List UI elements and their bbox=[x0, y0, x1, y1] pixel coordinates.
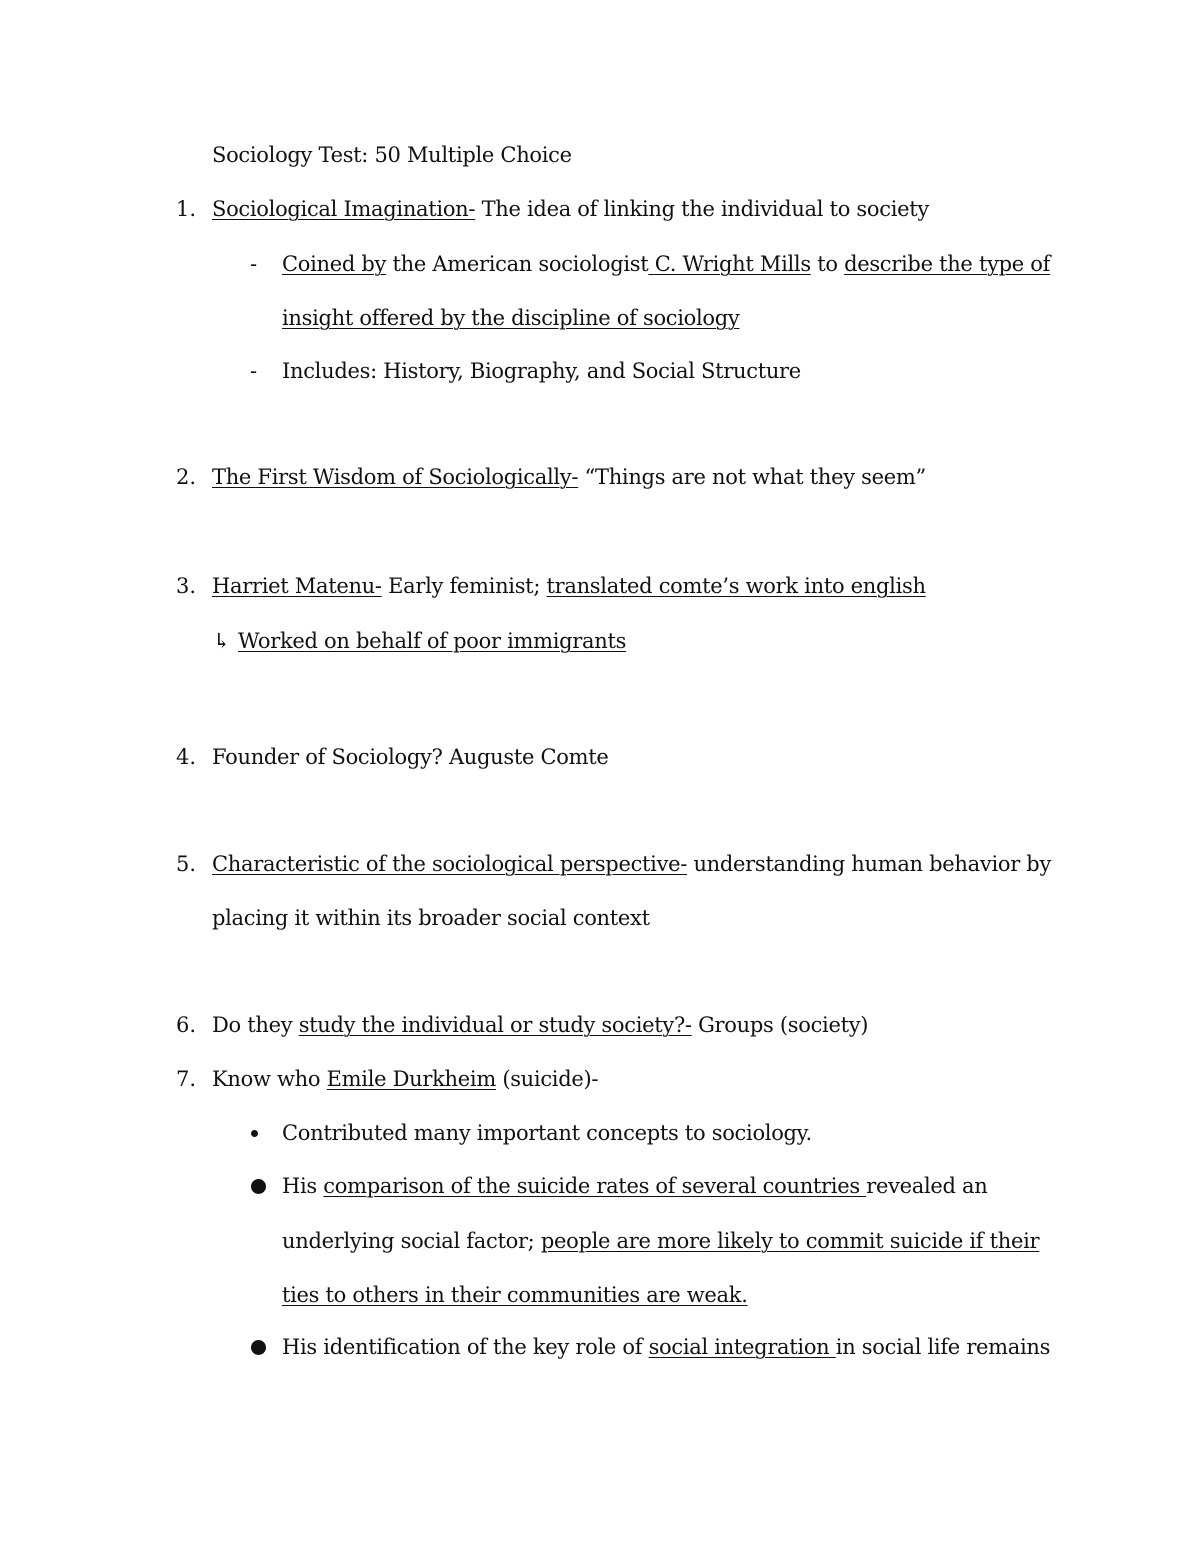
item-number: 4. bbox=[176, 745, 197, 769]
item-7-bullet-2-line-2 bbox=[282, 1227, 1039, 1255]
text-segment: revealed an bbox=[866, 1174, 988, 1198]
text-segment: Worked on behalf of poor immigrants bbox=[238, 629, 627, 653]
text-segment: Includes: History, Biography, and Social Structure bbox=[282, 359, 801, 383]
text-segment: comparison of the suicide rates of several countries bbox=[323, 1174, 867, 1198]
item-1-line-1 bbox=[212, 195, 929, 223]
text-segment: social integration bbox=[648, 1335, 836, 1359]
text-segment: ties to others in their communities are weak. bbox=[282, 1283, 748, 1307]
text-segment: Coined by bbox=[282, 252, 387, 276]
text-segment: understanding human behavior by bbox=[687, 852, 1052, 876]
item-7-bullet-3-line-1 bbox=[282, 1333, 1050, 1361]
item-4-line-1 bbox=[212, 743, 609, 771]
text-segment: underlying social factor; bbox=[282, 1229, 541, 1253]
item-number: 5. bbox=[176, 852, 197, 876]
item-number: 7. bbox=[176, 1067, 197, 1091]
item-number: 3. bbox=[176, 574, 197, 598]
return-arrow-icon: ↳ bbox=[213, 629, 231, 653]
name-emile-durkheim: Emile Durkheim bbox=[326, 1067, 496, 1091]
item-7-bullet-2-line-1 bbox=[282, 1172, 988, 1200]
text-segment: people are more likely to commit suicide if their bbox=[540, 1229, 1040, 1253]
item-5-line-1 bbox=[212, 850, 1051, 878]
dash-marker: - bbox=[250, 359, 258, 383]
dash-marker: - bbox=[250, 252, 258, 276]
text-segment: His bbox=[282, 1174, 324, 1198]
name-harriet-matenu: Harriet Matenu- bbox=[212, 574, 382, 598]
text-segment: translated comte’s work into english bbox=[546, 574, 926, 598]
quote-text: “Things are not what they seem” bbox=[578, 465, 926, 489]
item-7-bullet-2-line-3 bbox=[282, 1281, 748, 1309]
item-7-bullet-1 bbox=[282, 1119, 812, 1147]
document-title: Sociology Test: 50 Multiple Choice bbox=[212, 143, 572, 167]
text-segment: Groups (society) bbox=[691, 1013, 869, 1037]
text-segment: in social life remains bbox=[835, 1335, 1051, 1359]
item-6-line-1 bbox=[212, 1011, 868, 1039]
bullet-icon bbox=[251, 1179, 266, 1194]
name-c-wright-mills: C. Wright Mills bbox=[648, 252, 811, 276]
item-1-bullet-2 bbox=[282, 357, 801, 385]
text-segment: His identification of the key role of bbox=[282, 1335, 649, 1359]
item-1-bullet-1-line-2 bbox=[282, 304, 739, 332]
item-5-line-2 bbox=[212, 904, 650, 932]
definition-text: The idea of linking the individual to society bbox=[475, 197, 929, 221]
item-number: 6. bbox=[176, 1013, 197, 1037]
text-segment: study the individual or study society?- bbox=[298, 1013, 692, 1037]
term-sociological-perspective: Characteristic of the sociological perspective- bbox=[212, 852, 688, 876]
text-segment: Do they bbox=[212, 1013, 299, 1037]
text-segment: (suicide)- bbox=[495, 1067, 599, 1091]
item-number: 1. bbox=[176, 197, 197, 221]
text-segment: placing it within its broader social context bbox=[212, 906, 650, 930]
text-segment: Contributed many important concepts to sociology. bbox=[282, 1121, 812, 1145]
item-7-line-1 bbox=[212, 1065, 598, 1093]
item-3-line-1 bbox=[212, 572, 926, 600]
text-segment: Early feminist; bbox=[381, 574, 547, 598]
item-1-bullet-1-line-1 bbox=[282, 250, 1050, 278]
item-number: 2. bbox=[176, 465, 197, 489]
term-sociological-imagination: Sociological Imagination- bbox=[212, 197, 476, 221]
text-segment: Founder of Sociology? Auguste Comte bbox=[212, 745, 609, 769]
text-segment: to bbox=[810, 252, 845, 276]
text-segment: the American sociologist bbox=[386, 252, 649, 276]
text-segment: describe the type of bbox=[844, 252, 1051, 276]
bullet-icon bbox=[251, 1130, 258, 1137]
term-first-wisdom: The First Wisdom of Sociologically- bbox=[212, 465, 579, 489]
item-3-sub-line bbox=[238, 627, 626, 655]
text-segment: Know who bbox=[212, 1067, 327, 1091]
item-2-line-1 bbox=[212, 463, 926, 491]
text-segment: insight offered by the discipline of sociology bbox=[282, 306, 740, 330]
bullet-icon bbox=[251, 1340, 266, 1355]
